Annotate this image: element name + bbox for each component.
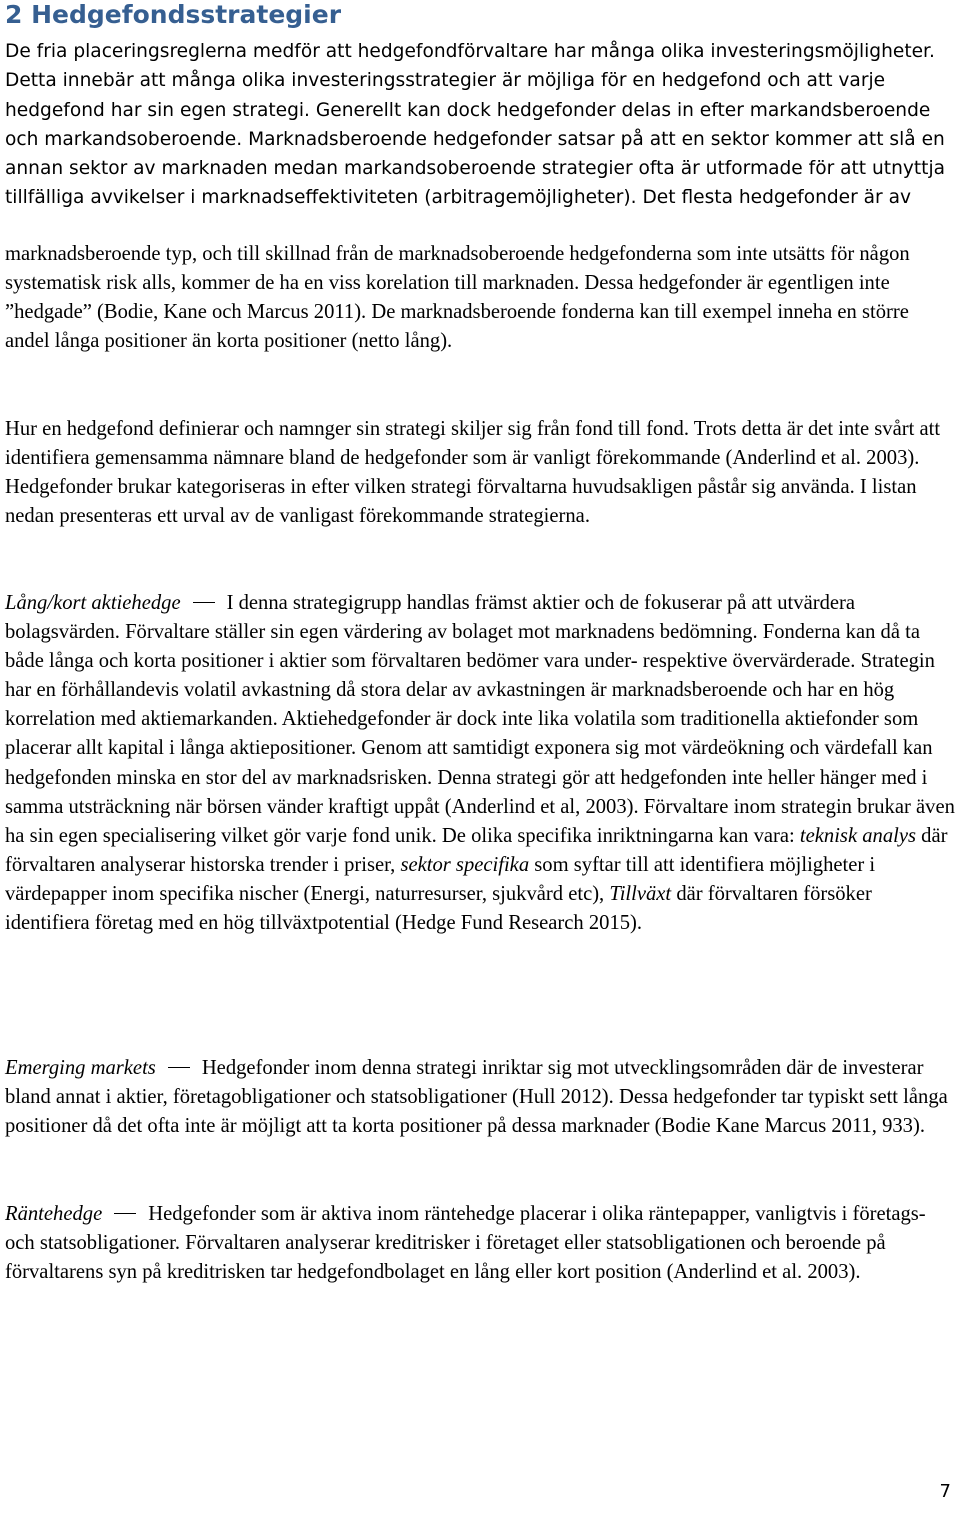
dash-separator bbox=[193, 602, 215, 603]
long-short-text-a: I denna strategigrupp handlas främst aktier och de fokuserar på att utvärdera bolagsvärden. Förvaltare ställer sin egen värdering av bolaget mot marknadens bedömning. Fonderna kan då ta både långa och korta positioner i aktier som förvaltaren bedömer vara under- respektive övervärderade. Strategin har en förhållandevis volatil avkastning då stora delar av avkastningen är marknadsberoende och har en hög korrelation med aktiemarkanden. Aktiehedgefonder är dock inte lika volatila som traditionella aktiefonder som placerar allt kapital i långa aktiepositioner. Genom att samtidigt exponera sig mot värdeökning och värdefall kan hedgefonden minska en stor del av marknadsrisken. Denna strategi gör att hedgefonden inte heller hänger med i samma utsträckning när börsen vänder kraftigt uppåt (Anderlind et al, 2003). Förvaltare inom strategin brukar även ha sin egen specialisering vilket gör varje fond unik. De olika specifika inriktningarna kan vara: bbox=[5, 592, 955, 847]
long-short-text-b: där förvaltaren analyserar historska trender i priser, bbox=[5, 824, 948, 876]
long-short-strategy-paragraph bbox=[5, 589, 957, 938]
interest-rate-paragraph bbox=[5, 1200, 957, 1287]
dash-separator bbox=[114, 1213, 136, 1214]
intro-paragraph-serif bbox=[5, 240, 957, 356]
emerging-markets-text: Hedgefonder inom denna strategi inriktar sig mot utvecklingsområden där de investerar bland annat i aktier, företagobligationer och statsobligationer (Hull 2012). Dessa hedgefonder tar typiskt sett långa positioner då det ofta inte är möjligt att ta korta positioner på dessa marknader (Bodie Kane Marcus 2011, 933). bbox=[5, 1057, 948, 1138]
em-growth: Tillväxt bbox=[609, 882, 672, 905]
interest-rate-text: Hedgefonder som är aktiva inom räntehedge placerar i olika räntepapper, vanligtvis i företags- och statsobligationer. Förvaltaren analyserar kreditrisker i företaget eller statsobligationen och beroende på förvaltarens syn på kreditrisken tar hedgefondbolaget en lång eller kort position (Anderlind et al. 2003). bbox=[5, 1203, 926, 1284]
intro-text-serif: marknadsberoende typ, och till skillnad från de marknadsoberoende hedgefonderna som inte utsätts för någon systematisk risk alls, kommer de ha en viss korelation till marknaden. Dessa hedgefonder är egentligen inte ”hedgade” (Bodie, Kane och Marcus 2011). De marknadsberoende fonderna kan till exempel inneha en större andel långa positioner än korta positioner (netto lång). bbox=[5, 243, 910, 353]
overview-text: Hur en hedgefond definierar och namnger sin strategi skiljer sig från fond till fond. Trots detta är det inte svårt att identifiera gemensamma nämnare bland de hedgefonder som är vanligt förekommande (Anderlind et al. 2003). Hedgefonder brukar kategoriseras in efter vilken strategi förvaltarna huvudsakligen påstår sig använda. I listan nedan presenteras ett urval av de vanligast förekommande strategierna. bbox=[5, 418, 941, 528]
long-short-text-d: där förvaltaren försöker identifiera företag med en hög tillväxtpotential (Hedge Fund Research 2015). bbox=[5, 882, 872, 935]
intro-paragraph-sans bbox=[5, 37, 955, 213]
strategy-term-interest-rate: Räntehedge bbox=[5, 1203, 103, 1225]
page-number: 7 bbox=[939, 1481, 951, 1502]
long-short-text-c: som syftar till att identifiera möjligheter i värdepapper inom specifika nischer (Energi, naturresurser, sjukvård etc), bbox=[5, 853, 876, 905]
strategy-term-emerging-markets: Emerging markets bbox=[5, 1057, 156, 1079]
section-heading: 2 Hedgefondsstrategier bbox=[5, 0, 342, 29]
emerging-markets-paragraph bbox=[5, 1054, 957, 1141]
intro-text-sans: De fria placeringsreglerna medför att hedgefondförvaltare har många olika investeringsmöjligheter. Detta innebär att många olika investeringsstrategier är möjliga för en hedgefond och att varje hedgefond har sin egen strategi. Generellt kan dock hedgefonder delas in efter markandsberoende och markandsoberoende. Marknadsberoende hedgefonder satsar på att en sektor kommer att slå en annan sektor av marknaden medan markandsoberoende strategier ofta är utformade för att utnyttja tillfälliga avvikelser i marknadseffektiviteten (arbitragemöjligheter). Det flesta hedgefonder är av bbox=[5, 41, 946, 209]
dash-separator bbox=[168, 1067, 190, 1068]
strategy-overview-paragraph bbox=[5, 415, 957, 531]
em-sector-specific: sektor specifika bbox=[400, 853, 530, 876]
strategy-term-long-short: Lång/kort aktiehedge bbox=[5, 592, 181, 614]
em-technical-analysis: teknisk analys bbox=[799, 824, 916, 847]
